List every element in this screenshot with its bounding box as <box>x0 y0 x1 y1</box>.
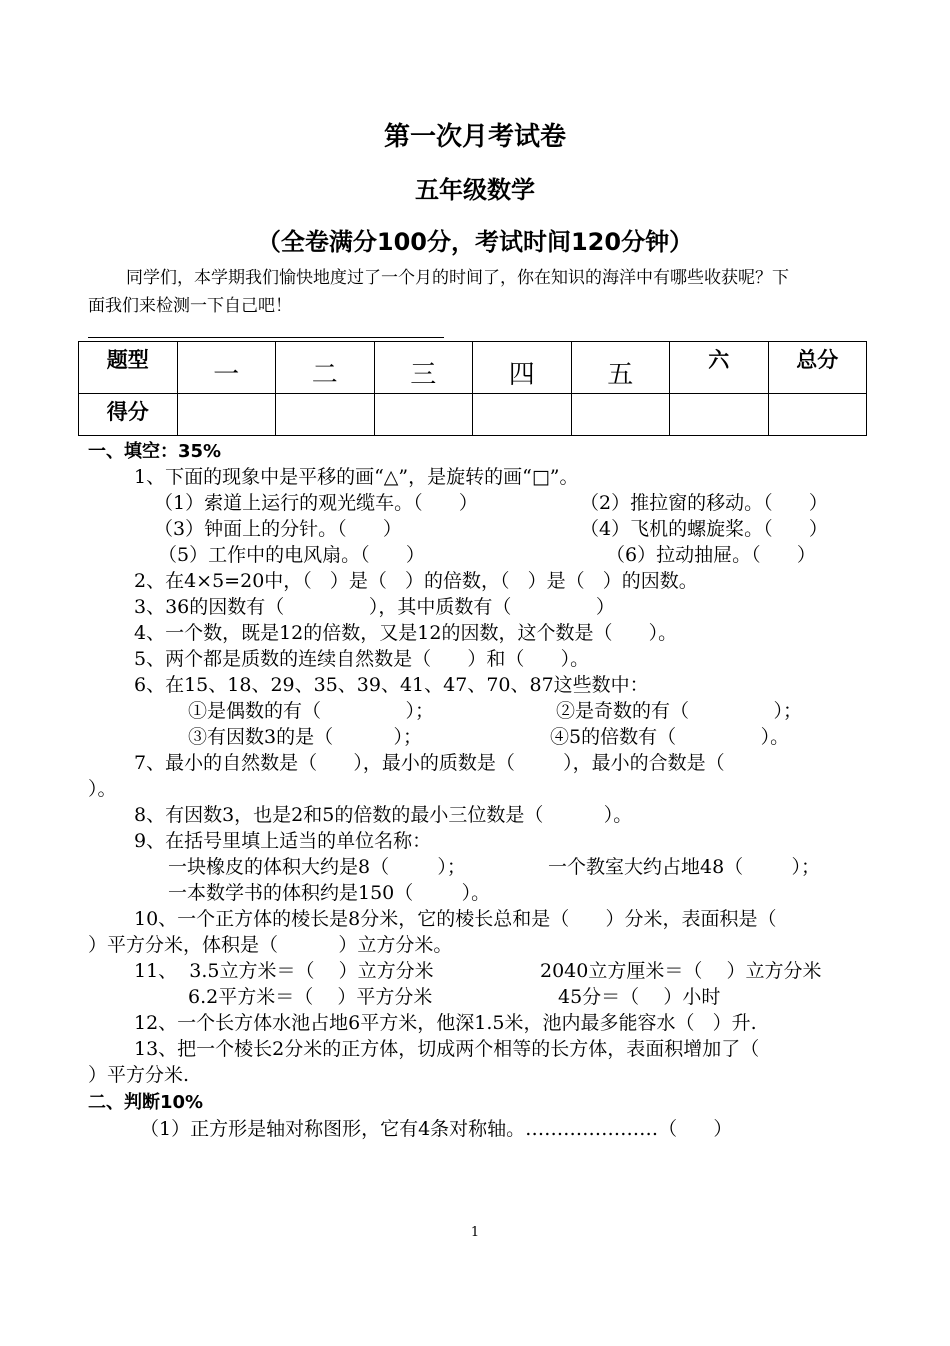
q12: 12、一个长方体水池占地6平方米，他深1.5米，池内最多能容水（ ）升. <box>134 1012 757 1034</box>
score-input-3[interactable] <box>374 394 473 436</box>
q9-item-1: 一块橡皮的体积大约是8（ ）； <box>168 856 466 878</box>
page-number: 1 <box>470 1225 480 1240</box>
score-table <box>78 341 867 436</box>
q11-item-2: 2040立方厘米＝（ ）立方分米 <box>540 960 822 982</box>
score-cell-6: 六 <box>670 342 769 394</box>
q2: 2、在4×5=20中，（ ）是（ ）的倍数，（ ）是（ ）的因数。 <box>134 570 698 592</box>
q9-item-3: 一本数学书的体积约是150（ ）。 <box>168 882 491 904</box>
q9-stem: 9、在括号里填上适当的单位名称： <box>134 830 432 852</box>
section1-heading: 一、填空：35% <box>88 441 222 462</box>
q1-item-4: （4）飞机的螺旋桨。（ ） <box>580 518 828 540</box>
judge-item-1: （1）正方形是轴对称图形，它有4条对称轴。…………………（ ） <box>140 1118 733 1140</box>
score-input-total[interactable] <box>768 394 867 436</box>
q13-line-1: 13、把一个棱长2分米的正方体，切成两个相等的长方体，表面积增加了（ <box>134 1038 760 1060</box>
exam-info: （全卷满分100分，考试时间120分钟） <box>256 228 694 256</box>
score-cell-4: 四 <box>473 342 572 394</box>
score-cell-total: 总分 <box>768 342 867 394</box>
q6-item-3: ③有因数3的是（ ）； <box>188 726 422 748</box>
q3: 3、36的因数有（ ），其中质数有（ ） <box>134 596 615 618</box>
section2-heading: 二、判断10% <box>88 1092 204 1113</box>
q8: 8、有因数3，也是2和5的倍数的最小三位数是（ ）。 <box>134 804 633 826</box>
score-cell-score-label: 得分 <box>79 394 178 436</box>
score-cell-5: 五 <box>571 342 670 394</box>
q6-item-1: ①是偶数的有（ ）； <box>188 700 435 722</box>
q11-item-1: 11、 3.5立方米＝（ ）立方分米 <box>134 960 434 982</box>
q1-item-1: （1）索道上运行的观光缆车。（ ） <box>154 492 478 514</box>
score-input-6[interactable] <box>670 394 769 436</box>
divider-line <box>88 337 444 338</box>
score-cell-1: 一 <box>177 342 276 394</box>
intro-line-1: 同学们，本学期我们愉快地度过了一个月的时间了，你在知识的海洋中有哪些收获呢？下 <box>126 268 789 288</box>
q9-item-2: 一个教室大约占地48（ ）； <box>548 856 820 878</box>
score-input-1[interactable] <box>177 394 276 436</box>
q1-item-3: （3）钟面上的分针。（ ） <box>154 518 402 540</box>
q6-item-4: ④5的倍数有（ ）。 <box>550 726 790 748</box>
q13-line-2: ）平方分米. <box>88 1064 190 1086</box>
q5: 5、两个都是质数的连续自然数是（ ）和（ ）。 <box>134 648 590 670</box>
score-cell-3: 三 <box>374 342 473 394</box>
score-input-5[interactable] <box>571 394 670 436</box>
score-input-4[interactable] <box>473 394 572 436</box>
score-table-header-row <box>79 342 867 394</box>
q6-item-2: ②是奇数的有（ ）； <box>556 700 803 722</box>
q11-item-4: 45分＝（ ）小时 <box>558 986 721 1008</box>
q1-stem: 1、下面的现象中是平移的画“△”，是旋转的画“□”。 <box>134 466 579 488</box>
score-cell-type-label: 题型 <box>79 342 178 394</box>
intro-line-2: 面我们来检测一下自己吧！ <box>88 296 292 316</box>
q1-item-6: （6）拉动抽屉。（ ） <box>606 544 816 566</box>
score-table-score-row <box>79 394 867 436</box>
q4: 4、一个数，既是12的倍数，又是12的因数，这个数是（ ）。 <box>134 622 678 644</box>
q7-line-1: 7、最小的自然数是（ ），最小的质数是（ ），最小的合数是（ <box>134 752 725 774</box>
q7-line-2: ）。 <box>88 778 117 800</box>
q10-line-1: 10、一个正方体的棱长是8分米，它的棱长总和是（ ）分米，表面积是（ <box>134 908 777 930</box>
q1-item-2: （2）推拉窗的移动。（ ） <box>580 492 828 514</box>
score-cell-2: 二 <box>276 342 375 394</box>
exam-subtitle: 五年级数学 <box>415 176 535 204</box>
q11-item-3: 6.2平方米＝（ ）平方分米 <box>188 986 433 1008</box>
exam-title: 第一次月考试卷 <box>383 122 566 152</box>
q1-item-5: （5）工作中的电风扇。（ ） <box>158 544 425 566</box>
score-input-2[interactable] <box>276 394 375 436</box>
q10-line-2: ）平方分米，体积是（ ）立方分米。 <box>88 934 453 956</box>
q6-stem: 6、在15、18、29、35、39、41、47、70、87这些数中： <box>134 674 649 696</box>
